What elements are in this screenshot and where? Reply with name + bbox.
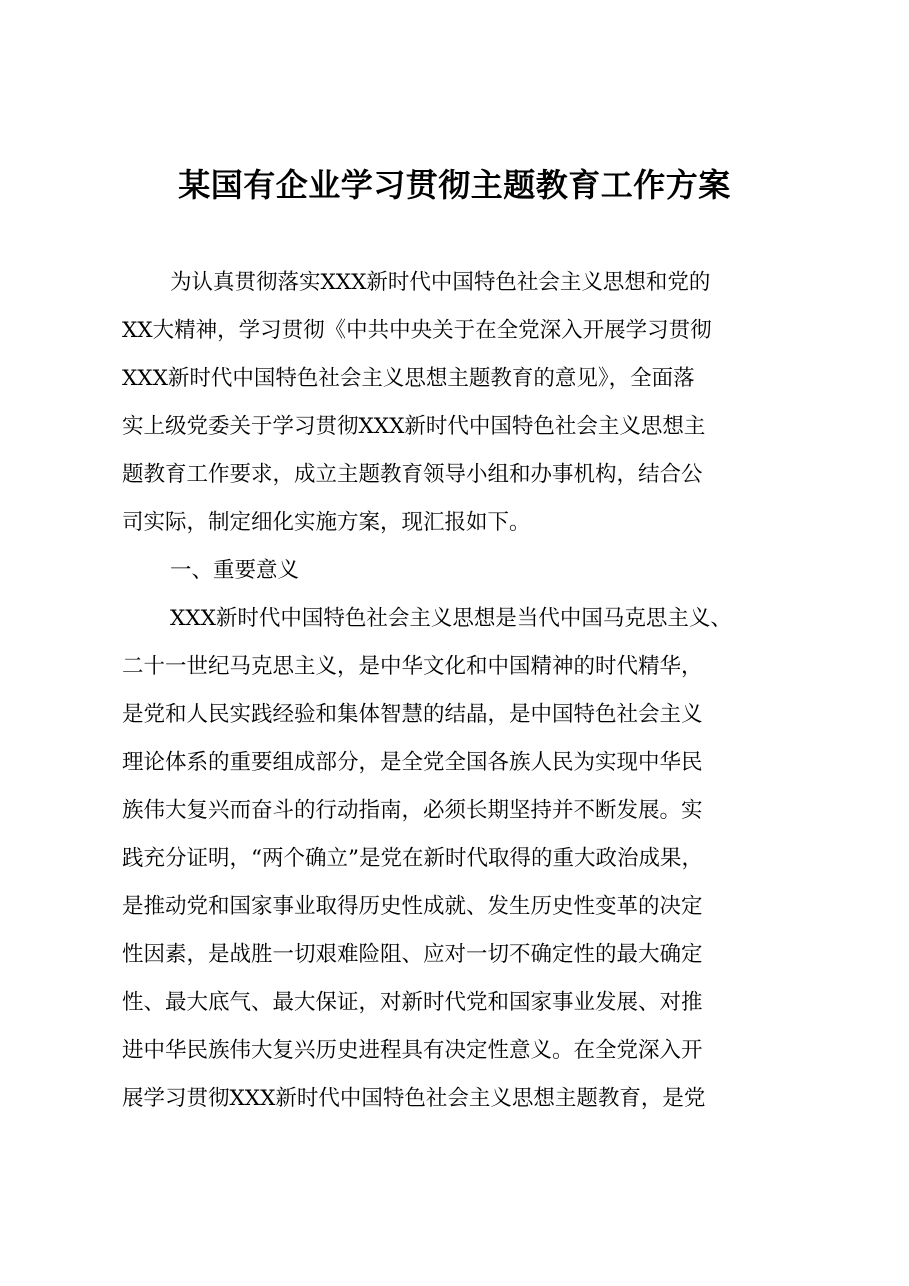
paragraph-line: 是推动党和国家事业取得历史性成就、发生历史性变革的决定	[122, 894, 703, 919]
paragraph-line: 族伟大复兴而奋斗的行动指南，必须长期坚持并不断发展。实	[122, 798, 703, 823]
paragraph-line: XXX新时代中国特色社会主义思想主题教育的意见》，全面落	[122, 366, 695, 391]
paragraph-line: 展学习贯彻XXX新时代中国特色社会主义思想主题教育，是党	[122, 1086, 706, 1111]
paragraph-line: 进中华民族伟大复兴历史进程具有决定性意义。在全党深入开	[122, 1038, 703, 1063]
paragraph-line: 理论体系的重要组成部分，是全党全国各族人民为实现中华民	[122, 750, 703, 775]
paragraph-line: XXX新时代中国特色社会主义思想是当代中国马克思主义、	[170, 606, 732, 631]
paragraph-line: 践充分证明，“两个确立”是党在新时代取得的重大政治成果，	[122, 846, 703, 871]
paragraph-line: 为认真贯彻落实XXX新时代中国特色社会主义思想和党的	[170, 270, 711, 295]
paragraph-line: 是党和人民实践经验和集体智慧的结晶，是中国特色社会主义	[122, 702, 703, 727]
paragraph-line: XX大精神，学习贯彻《中共中央关于在全党深入开展学习贯彻	[122, 318, 712, 343]
document-title: 某国有企业学习贯彻主题教育工作方案	[178, 166, 731, 204]
paragraph-significance	[122, 595, 812, 1123]
paragraph-intro	[122, 259, 812, 547]
paragraph-line: 二十一世纪马克思主义，是中华文化和中国精神的时代精华，	[122, 654, 703, 679]
section-heading: 一、重要意义	[170, 558, 300, 583]
document-body	[122, 259, 812, 1123]
paragraph-line: 性、最大底气、最大保证，对新时代党和国家事业发展、对推	[122, 990, 703, 1015]
paragraph-line: 实上级党委关于学习贯彻XXX新时代中国特色社会主义思想主	[122, 414, 706, 439]
paragraph-line: 题教育工作要求，成立主题教育领导小组和办事机构，结合公	[122, 462, 703, 487]
paragraph-line: 性因素，是战胜一切艰难险阻、应对一切不确定性的最大确定	[122, 942, 703, 967]
paragraph-line: 司实际，制定细化实施方案，现汇报如下。	[122, 510, 531, 535]
